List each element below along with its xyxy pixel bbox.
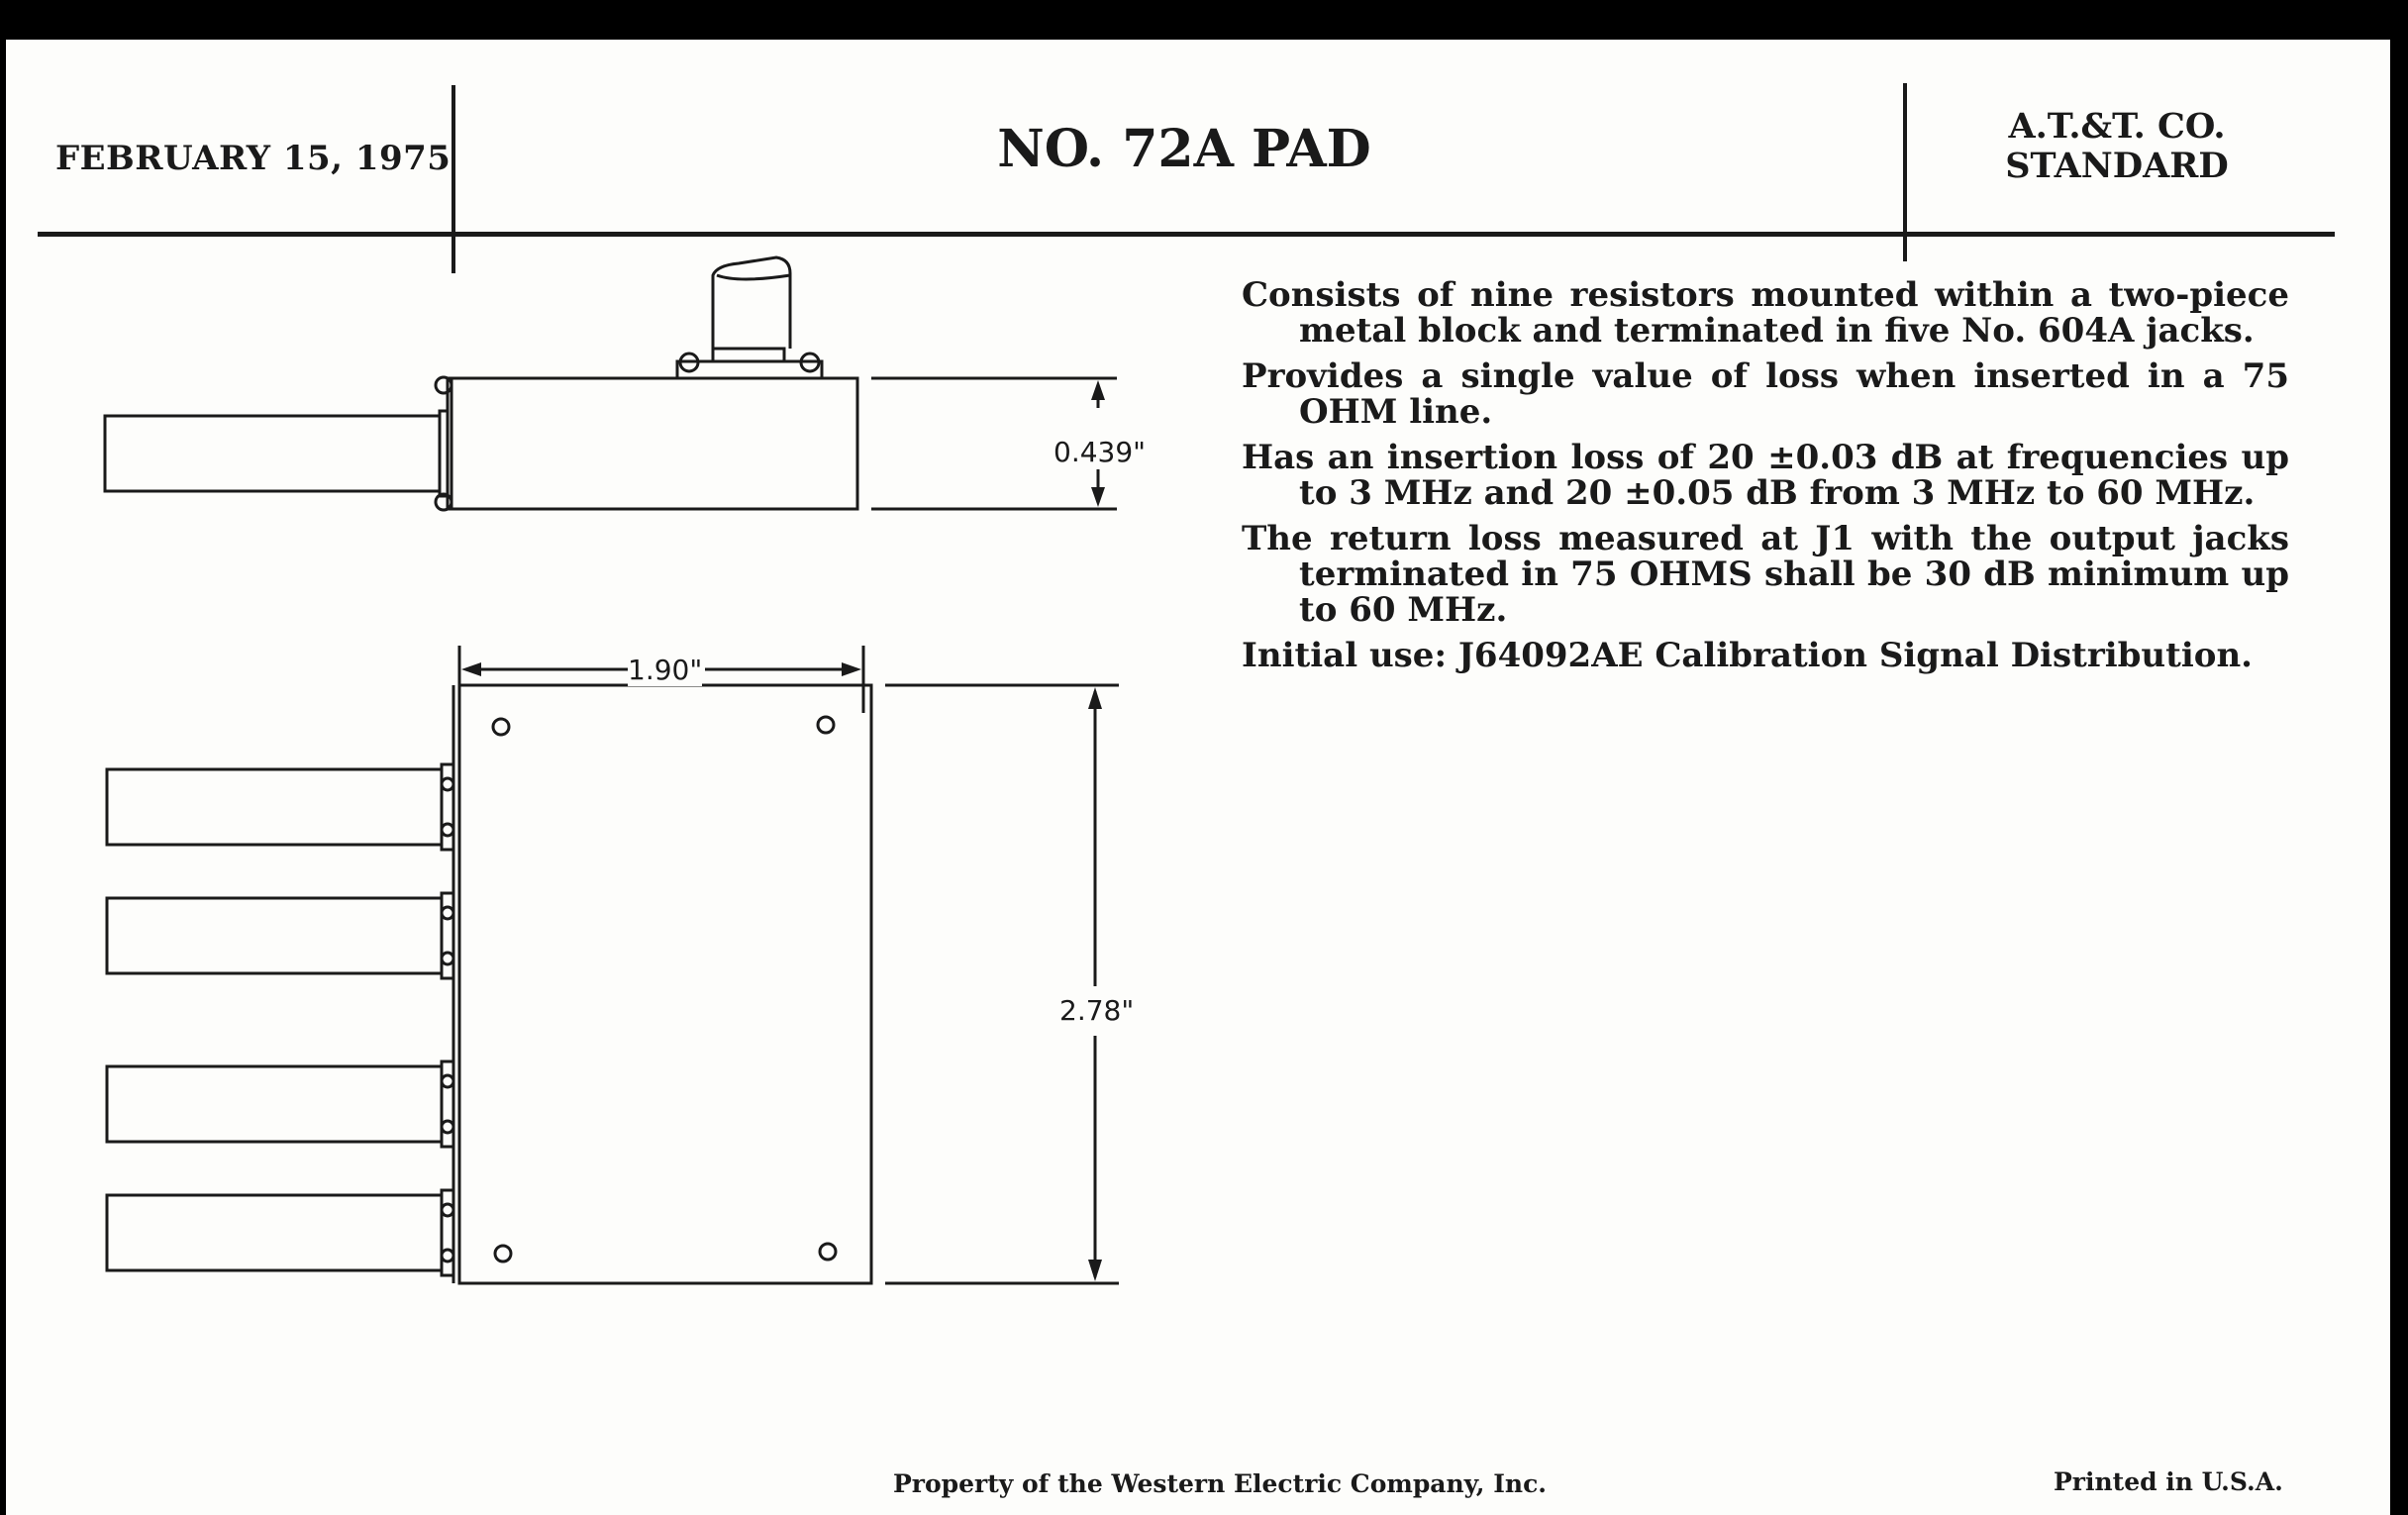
dimension-length-label: 2.78" — [1059, 994, 1135, 1027]
side-view-jack — [105, 416, 440, 491]
width-arrow-left — [461, 662, 481, 676]
header-standard-line2: STANDARD — [2005, 146, 2229, 186]
dimension-height-label: 0.439" — [1054, 436, 1147, 468]
spec-card — [6, 40, 2390, 1515]
description-paragraph-5: Initial use: J64092AE Calibration Signal Distribution. — [1242, 636, 2253, 675]
description-paragraph-4: The return loss measured at J1 with the output jacks terminated in 75 OHMS shall be 30 dB minimum up to 60 MHz. — [1242, 519, 2289, 630]
plan-view-block — [459, 685, 871, 1283]
technical-drawing — [6, 40, 2390, 1515]
description-paragraph-2: Provides a single value of loss when inserted in a 75 OHM line. — [1242, 356, 2289, 432]
plan-view — [107, 646, 1119, 1283]
mounting-hole-bottom-left — [495, 1246, 511, 1262]
mounting-hole-top-left — [493, 719, 509, 735]
height-arrow-top — [1091, 380, 1105, 400]
length-arrow-top — [1088, 687, 1102, 709]
description-paragraph-1: Consists of nine resistors mounted within a two-piece metal block and terminated in five No. 604A jacks. — [1242, 275, 2289, 351]
side-view-connector-collar — [713, 349, 784, 361]
dimension-width-label: 1.90" — [628, 654, 703, 686]
output-jack-3 — [107, 1061, 453, 1147]
description-paragraph-3: Has an insertion loss of 20 ±0.03 dB at frequencies up to 3 MHz and 20 ±0.05 dB from 3 MHz to 60 MHz. — [1242, 438, 2289, 513]
mounting-hole-top-right — [818, 717, 834, 733]
header-standard-line1: A.T.&T. CO. — [2008, 106, 2226, 147]
footer-printed: Printed in U.S.A. — [2054, 1467, 2283, 1496]
side-view-connector-body — [713, 257, 790, 349]
page-title: NO. 72A PAD — [997, 119, 1371, 179]
width-arrow-right — [842, 662, 861, 676]
footer-property: Property of the Western Electric Company, Inc. — [893, 1469, 1548, 1498]
header-date: FEBRUARY 15, 1975 — [55, 139, 452, 178]
height-arrow-bottom — [1091, 487, 1105, 507]
mounting-hole-bottom-right — [820, 1244, 836, 1260]
side-view — [105, 257, 1117, 510]
output-jack-1 — [107, 764, 453, 850]
output-jack-4 — [107, 1190, 453, 1275]
output-jack-2 — [107, 893, 453, 978]
length-arrow-bottom — [1088, 1260, 1102, 1281]
side-view-connector-cap — [717, 275, 790, 279]
side-view-block — [448, 378, 857, 509]
